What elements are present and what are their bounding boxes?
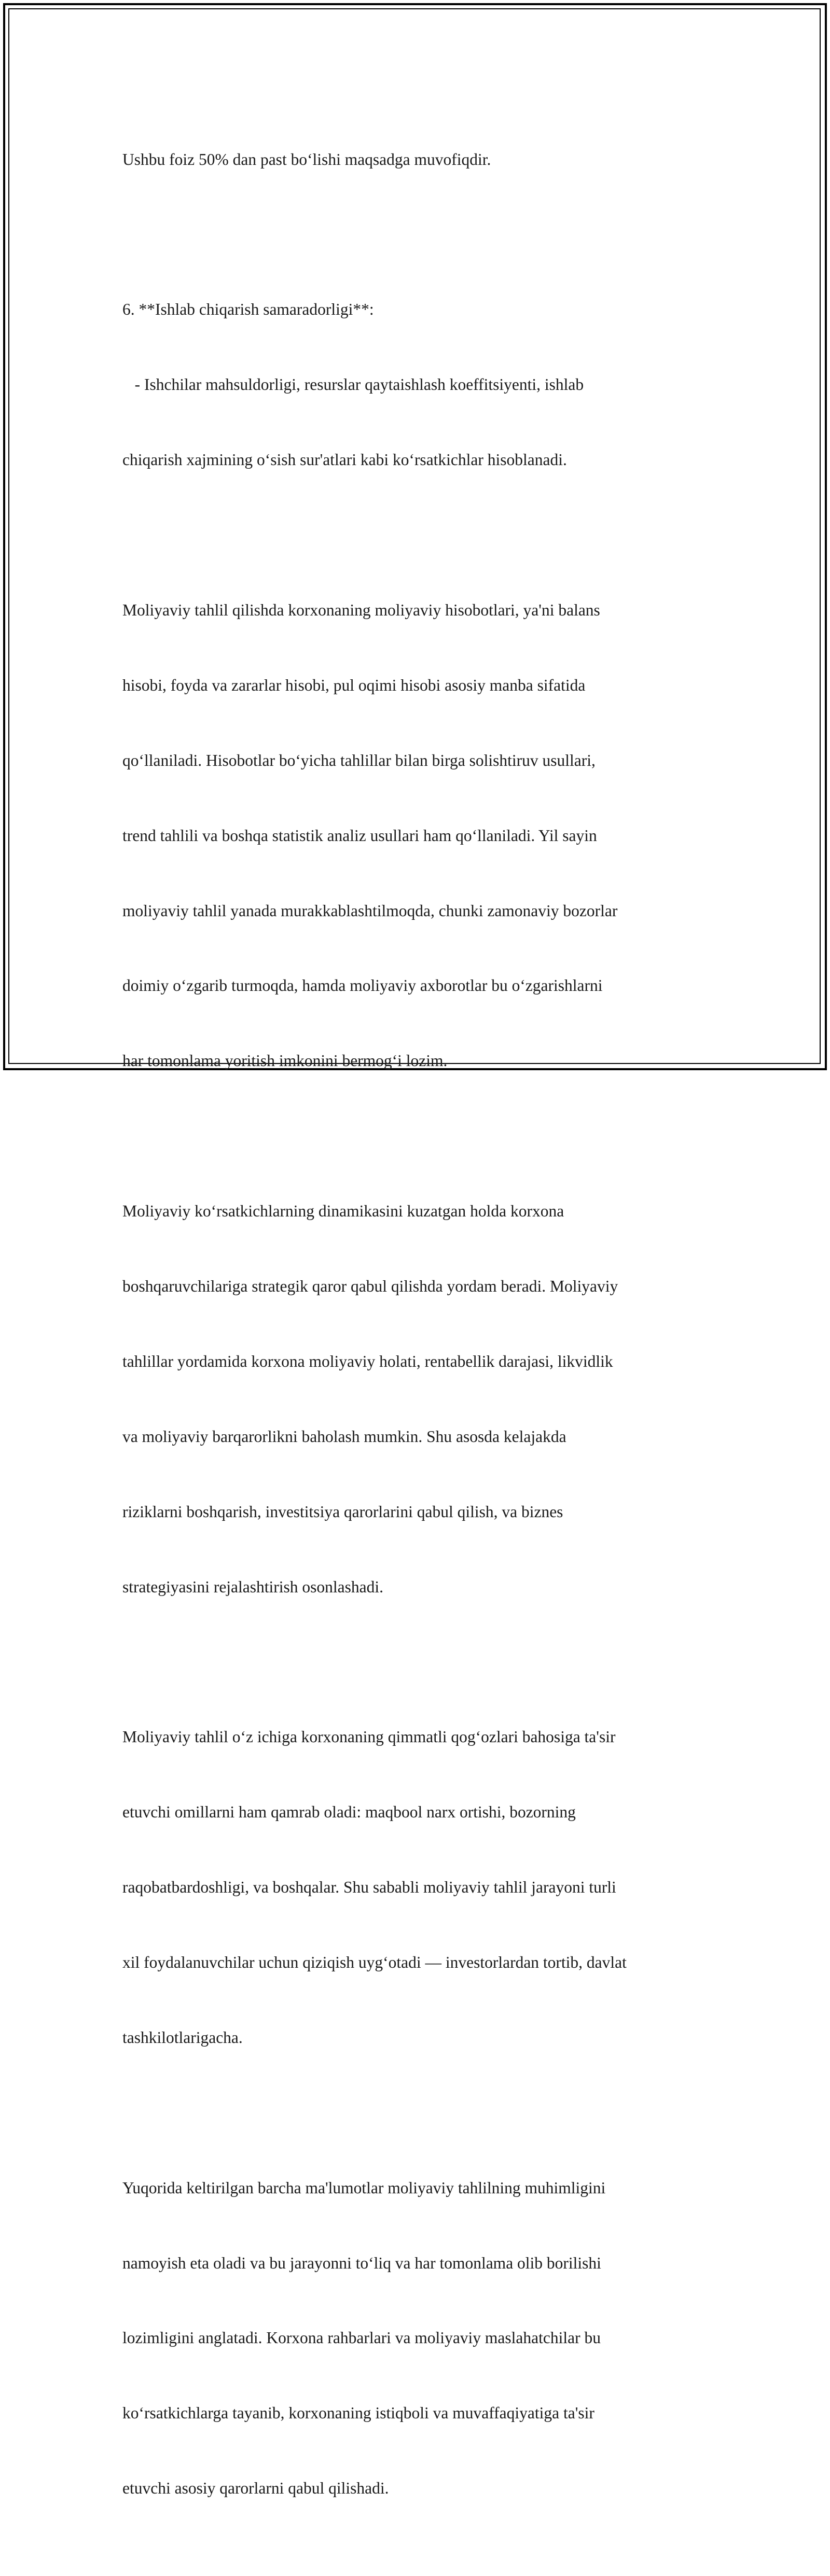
- text-line: etuvchi omillarni ham qamrab oladi: maqbool narx ortishi, bozorning: [122, 1803, 576, 1822]
- text-line: strategiyasini rejalashtirish osonlashadi.: [122, 1577, 384, 1596]
- paragraph-moliyaviy-hisobotlar: [122, 548, 724, 1124]
- paragraph-dinamika: [122, 1149, 724, 1649]
- list-item-heading: 6. **Ishlab chiqarish samaradorligi**:: [122, 300, 374, 319]
- text-line: Moliyaviy tahlil o‘z ichiga korxonaning qimmatli qog‘ozlari bahosiga ta'sir: [122, 1728, 616, 1746]
- text-line: Ushbu foiz 50% dan past bo‘lishi maqsadga muvofiqdir.: [122, 150, 491, 169]
- text-line: - Ishchilar mahsuldorligi, resurslar qaytaishlash koeffitsiyenti, ishlab: [122, 375, 584, 394]
- text-line: moliyaviy tahlil yanada murakkablashtilmoqda, chunki zamonaviy bozorlar: [122, 901, 618, 920]
- text-line: hisobi, foyda va zararlar hisobi, pul oqimi hisobi asosiy manba sifatida: [122, 676, 586, 694]
- document-body: [122, 97, 724, 2576]
- text-line: doimiy o‘zgarib turmoqda, hamda moliyaviy axborotlar bu o‘zgarishlarni: [122, 976, 603, 995]
- paragraph-xulosa: [122, 2125, 724, 2551]
- text-line: tashkilotlarigacha.: [122, 2028, 243, 2047]
- text-line: va moliyaviy barqarorlikni baholash mumkin. Shu asosda kelajakda: [122, 1427, 566, 1446]
- text-line: lozimligini anglatadi. Korxona rahbarlari va moliyaviy maslahatchilar bu: [122, 2329, 601, 2347]
- text-line: xil foydalanuvchilar uchun qiziqish uyg‘otadi — investorlardan tortib, davlat: [122, 1953, 627, 1971]
- text-line: boshqaruvchilariga strategik qaror qabul qilishda yordam beradi. Moliyaviy: [122, 1277, 618, 1295]
- text-line: etuvchi asosiy qarorlarni qabul qilishadi.: [122, 2479, 389, 2498]
- paragraph-qimmatli-qogozlar: [122, 1675, 724, 2101]
- paragraph-ishlab-chiqarish: [122, 247, 724, 523]
- text-line: ko‘rsatkichlarga tayanib, korxonaning istiqboli va muvaffaqiyatiga ta'sir: [122, 2404, 594, 2423]
- text-line: raqobatbardoshligi, va boshqalar. Shu sababli moliyaviy tahlil jarayoni turli: [122, 1878, 616, 1897]
- text-line: har tomonlama yoritish imkonini bermog‘i lozim.: [122, 1052, 448, 1070]
- text-line: namoyish eta oladi va bu jarayonni to‘liq va har tomonlama olib borilishi: [122, 2253, 601, 2272]
- text-line: Moliyaviy ko‘rsatkichlarning dinamikasini kuzatgan holda korxona: [122, 1202, 564, 1221]
- text-line: Moliyaviy tahlil qilishda korxonaning moliyaviy hisobotlari, ya'ni balans: [122, 600, 600, 619]
- text-line: Yuqorida keltirilgan barcha ma'lumotlar moliyaviy tahlilning muhimligini: [122, 2178, 606, 2197]
- text-line: trend tahlili va boshqa statistik analiz usullari ham qo‘llaniladi. Yil sayin: [122, 826, 597, 845]
- text-line: qo‘llaniladi. Hisobotlar bo‘yicha tahlillar bilan birga solishtiruv usullari,: [122, 751, 596, 769]
- text-line: chiqarish xajmining o‘sish sur'atlari kabi ko‘rsatkichlar hisoblanadi.: [122, 451, 567, 469]
- text-line: riziklarni boshqarish, investitsiya qarorlarini qabul qilish, va biznes: [122, 1502, 563, 1521]
- text-line: tahlillar yordamida korxona moliyaviy holati, rentabellik darajasi, likvidlik: [122, 1352, 613, 1370]
- paragraph-foiz-note: [122, 97, 724, 222]
